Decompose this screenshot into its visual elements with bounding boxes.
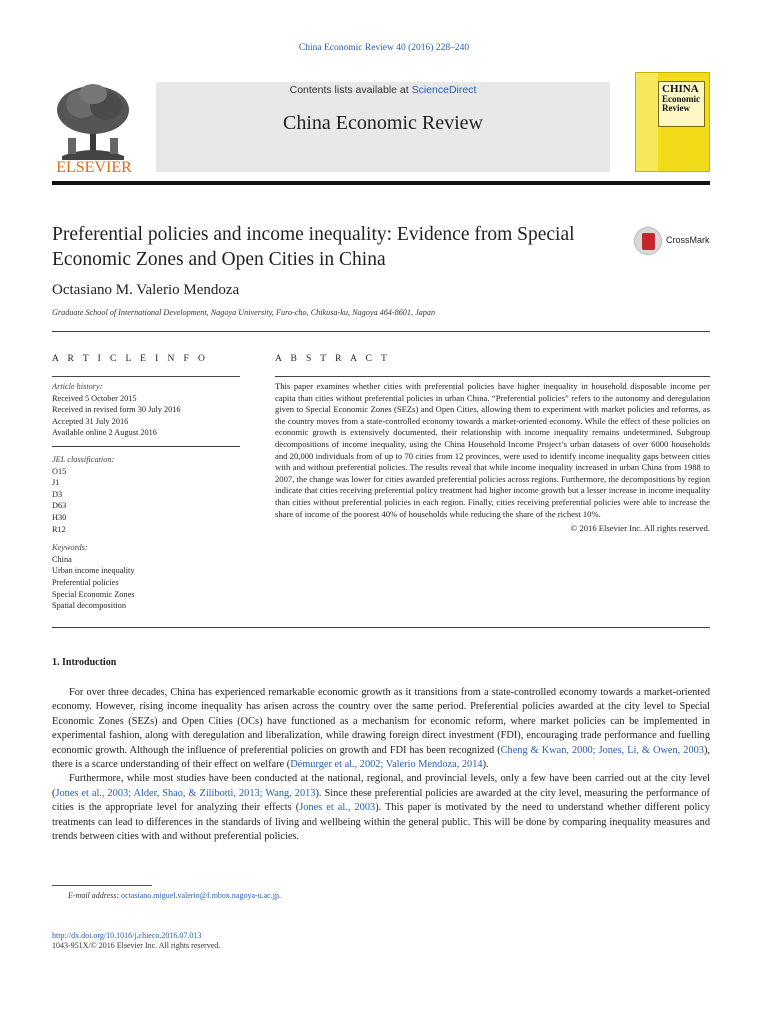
issn-copyright: 1043-951X/© 2016 Elsevier Inc. All rights reserved. [52,941,221,950]
cover-title-line1: CHINA [662,83,699,95]
citation-link[interactable]: Démurger et al., 2002; Valerio Mendoza, 2014 [290,759,483,771]
email-footnote [68,891,281,900]
cover-title-line3: Review [662,103,690,113]
article-title: Preferential policies and income inequality: Evidence from Special Economic Zones and Open Cities in China [52,224,575,270]
keyword: Spatial decomposition [52,601,126,611]
jel-code: D63 [52,501,67,511]
text-run: ), there is a scarce understanding of their effect on welfare ( [52,744,710,771]
keyword: China [52,554,72,564]
history-online: Available online 2 August 2016 [52,428,157,438]
jel-code: O15 [52,466,67,476]
history-revised: Received in revised form 30 July 2016 [52,405,181,415]
article-info-rule [52,376,240,377]
cover-strip [636,73,658,171]
text-run: ). [482,759,489,771]
journal-banner [156,82,610,172]
history-rule [52,446,240,447]
abstract-heading: A B S T R A C T [275,354,391,364]
intro-paragraph-1 [52,686,710,772]
email-period: . [279,891,282,900]
keyword: Preferential policies [52,577,119,587]
sciencedirect-link[interactable]: ScienceDirect [411,84,477,96]
section-title-introduction: 1. Introduction [52,657,117,668]
email-link[interactable]: octasiano.miguel.valerio@f.mbox.nagoya-u.ac.jp [121,891,280,900]
citation-link[interactable]: Jones et al., 2003; Alder, Shao, & Zilibotti, 2013; Wang, 2013 [55,787,316,799]
history-label: Article history: [52,382,103,391]
article-info-column [52,381,240,619]
article-history [52,381,240,439]
elsevier-tree-icon [52,82,136,174]
intro-paragraph-2 [52,772,710,844]
text-run: ). Since these preferential policies are awarded at the city level, measuring the performance of cities is the appropriate level for analyzing their effects ( [52,787,710,814]
journal-cover[interactable] [635,72,710,172]
contents-line [156,82,610,96]
text-run: ). This paper is motivated by the need to understand whether different policy treatments can lead to differences in the standards of living and wellbeing within the general public. This will be done by comparing inequality measures and trends between cities with and without preferential policies. [52,802,710,843]
jel-code: H30 [52,512,67,522]
jel-code: D3 [52,489,63,499]
text-run: Furthermore, while most studies have been conducted at the national, regional, and provincial levels, only a few have been carried out at the city level ( [52,773,710,799]
jel-label: JEL classification: [52,454,115,464]
crossmark-button[interactable] [634,227,714,257]
publisher-name: ELSEVIER [56,159,132,174]
elsevier-logo [52,82,136,174]
abstract-copyright: © 2016 Elsevier Inc. All rights reserved. [570,523,710,534]
keyword: Special Economic Zones [52,589,135,599]
history-accepted: Accepted 31 July 2016 [52,416,129,426]
cover-title-box [658,81,705,127]
jel-code: R12 [52,524,66,534]
footnote-rule [52,885,152,886]
jel-code: J1 [52,478,60,488]
article-info-heading: A R T I C L E I N F O [52,354,209,364]
doi-link[interactable]: http://dx.doi.org/10.1016/j.chieco.2016.07.013 [52,931,202,940]
citation-link[interactable]: Jones et al., 2003 [299,802,376,814]
jel-classification [52,454,240,535]
contents-prefix: Contents lists available at [289,84,412,96]
abstract-text: This paper examines whether cities with preferential policies have higher inequality in household disposable income per capita than cities without preferential policies in urban China. “Preferential policies” refers to the autonomy and deregulation given to Special Economic Zones (SEZs) and Open Cities, allowing them to experiment with market policies and reforms, as the country moves from a state-controlled economy towards a market-oriented economy. While the effect of these policies on economic growth is extensively documented, their relationship with income inequality remains undetermined. Subgroup decompositions of income inequality, using the China Household Income Project’s urban datasets of over 6000 households and 20,000 individuals from of up to 70 cities from 12 provinces, were used to identify income inequality gaps between cities with and without preferential policies. The results reveal that while income inequality increased in urban China from 1988 to 2007, the change was lower for cities awarded preferential policies across regions. Furthermore, the decompositions by region indicate that cities receiving preferential policy treatment had higher income growth but a lesser increase in income inequality than cities without preferential policies in each region. Finally, cities receiving preferential policies were able to increase the share of income of the poorest 40% of households while reducing the share of the richest 10%. [275,381,710,519]
keywords [52,542,240,612]
cover-title-line2: Economic [662,94,700,104]
crossmark-label: CrossMark [666,235,710,245]
history-received: Received 5 October 2015 [52,393,137,403]
author-affiliation: Graduate School of International Development, Nagoya University, Furo-cho, Chikusa-ku, Nagoya 464-8601, Japan [52,308,436,317]
title-divider [52,331,710,332]
abstract-body [275,381,710,535]
abstract-divider [52,627,710,628]
author-name: Octasiano M. Valerio Mendoza [52,282,240,298]
text-run: For over three decades, China has experienced remarkable economic growth as it transitions from a state-controlled economy towards a market-oriented economy. However, rising income inequality has arisen across the country over the same period. Preferential policies awarded at the city level to Special Economic Zones (SEZs) and Open Cities (OCs) have functioned as a mechanism for economic reform, where market policies can be implemented in experimental fashion, along with deregulation and liberalization, while drawing foreign direct investment (FDI), encouraging trade performance and fuelling economic growth. Although the influence of preferential policies on growth and FDI has been recognized ( [52,687,710,756]
introduction-body [52,686,710,844]
header-rule [52,181,710,185]
keywords-label: Keywords: [52,543,88,553]
keyword: Urban income inequality [52,566,135,576]
journal-title: China Economic Review [283,112,483,134]
email-label: E-mail address: [68,891,122,900]
abstract-rule [275,376,710,377]
citation-link[interactable]: Cheng & Kwan, 2000; Jones, Li, & Owen, 2003 [500,744,704,756]
journal-citation[interactable]: China Economic Review 40 (2016) 228–240 [298,43,470,53]
crossmark-icon [634,227,662,255]
